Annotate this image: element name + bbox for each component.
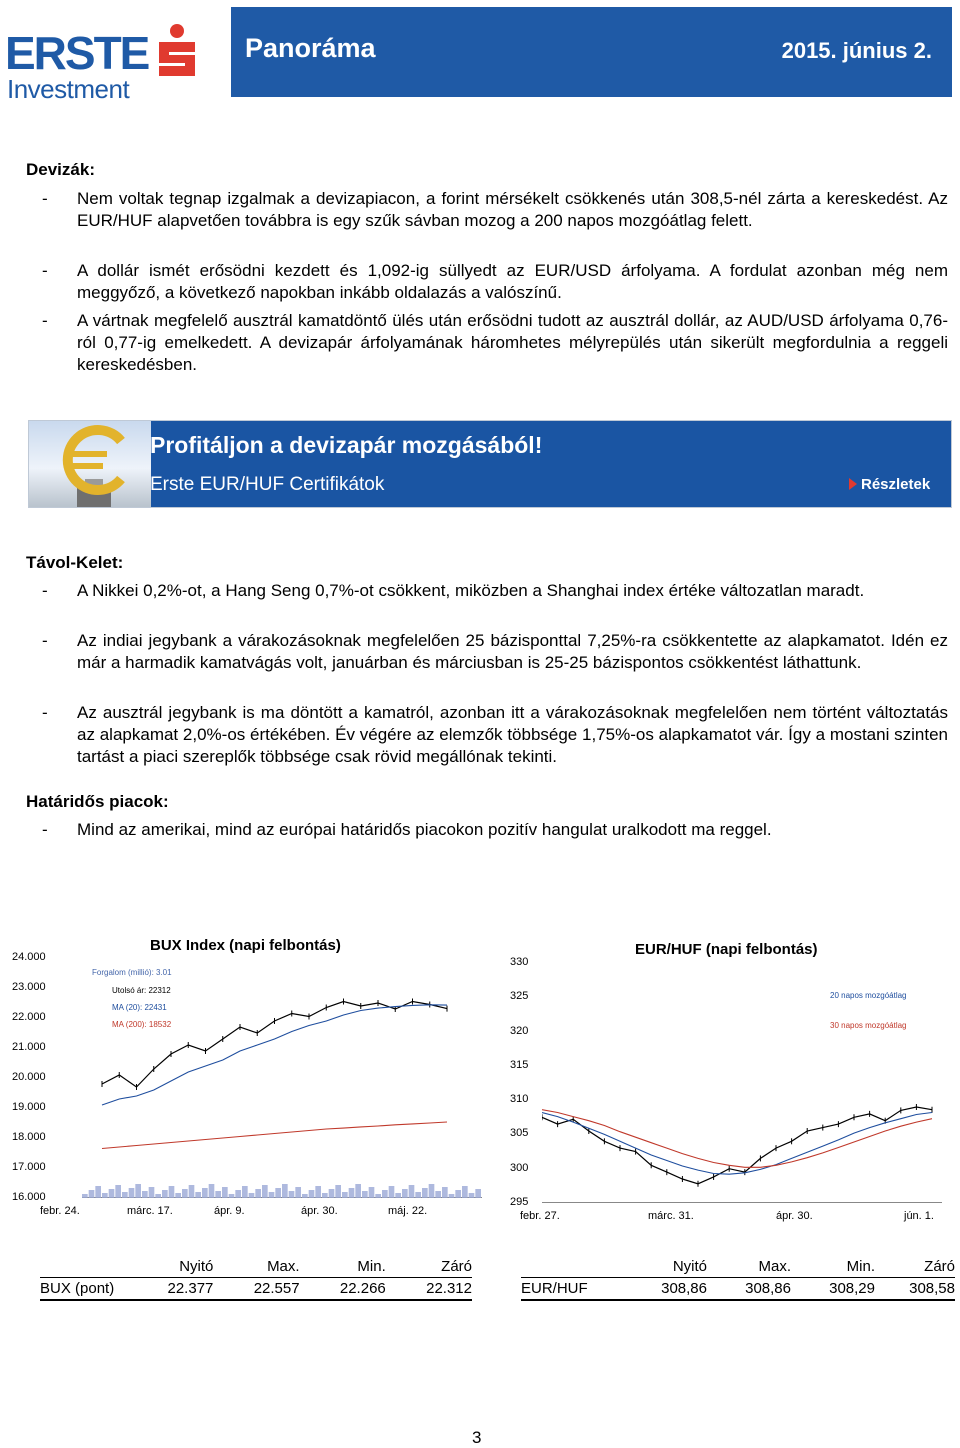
volume-bar <box>249 1193 255 1198</box>
col-header: Nyitó <box>145 1256 213 1278</box>
volume-bar <box>122 1192 128 1198</box>
x-tick-label: ápr. 30. <box>301 1205 338 1217</box>
volume-bar <box>109 1189 115 1198</box>
volume-bar <box>435 1191 441 1198</box>
banner-subtitle: Erste EUR/HUF Certifikátok <box>150 474 385 495</box>
volume-bar <box>269 1192 275 1198</box>
volume-bar <box>375 1194 381 1198</box>
header-bar <box>231 7 952 97</box>
volume-bar <box>149 1187 155 1198</box>
volume-bar <box>369 1187 375 1198</box>
y-tick-label: 330 <box>510 956 529 968</box>
x-tick-label: márc. 17. <box>127 1205 173 1217</box>
cell: 308,29 <box>791 1278 875 1301</box>
volume-bar <box>209 1184 215 1198</box>
bux-legend-ma20: MA (20): 22431 <box>112 1003 167 1012</box>
volume-bar <box>295 1187 301 1198</box>
volume-bar <box>222 1187 228 1198</box>
cell: 22.557 <box>213 1278 299 1301</box>
page-number: 3 <box>472 1428 482 1447</box>
bux-chart-title: BUX Index (napi felbontás) <box>150 937 341 954</box>
volume-bar <box>409 1185 415 1198</box>
volume-bar <box>395 1193 401 1198</box>
volume-bar <box>402 1189 408 1198</box>
volume-bar <box>355 1184 361 1198</box>
volume-bar <box>175 1193 181 1198</box>
logo-subtext: Investment <box>7 74 130 104</box>
y-tick-label: 23.000 <box>12 981 46 993</box>
bux-legend-volume: Forgalom (millió): 3.01 <box>92 968 172 977</box>
volume-bar <box>289 1191 295 1198</box>
volume-bar <box>329 1189 335 1198</box>
eurhuf-legend-ma20: 20 napos mozgóátlag <box>830 991 907 1000</box>
volume-bar <box>215 1191 221 1198</box>
y-tick-label: 18.000 <box>12 1131 46 1143</box>
volume-bar <box>155 1194 161 1198</box>
volume-bar <box>262 1185 268 1198</box>
header-date: 2015. június 2. <box>781 38 932 63</box>
volume-bar <box>242 1186 248 1198</box>
logo-text: ERSTE <box>5 27 149 79</box>
y-tick-label: 325 <box>510 990 529 1003</box>
arrow-right-icon <box>849 478 857 490</box>
x-tick-label: ápr. 9. <box>214 1205 245 1217</box>
section-heading-devizak: Devizák: <box>26 160 95 179</box>
volume-bar <box>475 1189 481 1198</box>
list-item: - Mind az amerikai, mind az európai határidős piacokon pozitív hangulat uralkodott ma reggel. <box>42 820 772 839</box>
eurhuf-chart-title: EUR/HUF (napi felbontás) <box>635 941 818 958</box>
col-header: Min. <box>300 1256 386 1278</box>
col-header: Záró <box>386 1256 472 1278</box>
y-tick-label: 305 <box>510 1127 529 1140</box>
col-header: Max. <box>707 1256 791 1278</box>
erste-logo <box>3 10 203 104</box>
volume-bar <box>282 1184 288 1198</box>
volume-bar <box>309 1190 315 1198</box>
volume-bar <box>389 1186 395 1198</box>
list-item: - A dollár ismét erősödni kezdett és 1,092-ig süllyedt az EUR/USD árfolyama. A fordulat azonban még nem meggyőző, a következő napokban inkább oldalazás a valószínű. <box>42 261 948 302</box>
y-tick-label: 295 <box>510 1196 529 1208</box>
volume-bar <box>429 1184 435 1198</box>
volume-bar <box>315 1186 321 1198</box>
volume-bar <box>95 1186 101 1198</box>
y-tick-label: 20.000 <box>12 1071 46 1083</box>
cell: 22.377 <box>145 1278 213 1301</box>
volume-bar <box>182 1189 188 1198</box>
volume-bar <box>102 1193 108 1198</box>
x-tick-label: jún. 1. <box>904 1210 934 1222</box>
volume-bar <box>275 1188 281 1198</box>
table-row <box>521 1278 955 1301</box>
y-tick-label: 21.000 <box>12 1041 46 1053</box>
series-line <box>102 1002 447 1088</box>
euro-trophy-image <box>29 421 151 507</box>
volume-bar <box>202 1188 208 1198</box>
volume-bar <box>442 1187 448 1198</box>
volume-bar <box>455 1190 461 1198</box>
series-line <box>542 1107 932 1184</box>
banner-title: Profitáljon a devizapár mozgásából! <box>150 432 543 458</box>
y-tick-label: 24.000 <box>12 951 46 963</box>
list-item: - A Nikkei 0,2%-ot, a Hang Seng 0,7%-ot csökkent, miközben a Shanghai index értéke változatlan maradt. <box>42 581 865 600</box>
volume-bar <box>422 1188 428 1198</box>
volume-bar <box>235 1190 241 1198</box>
volume-bar <box>135 1184 141 1198</box>
table-row <box>40 1278 472 1301</box>
y-tick-label: 19.000 <box>12 1101 46 1113</box>
x-tick-label: febr. 24. <box>40 1205 80 1217</box>
y-tick-label: 22.000 <box>12 1011 46 1023</box>
volume-bar <box>302 1194 308 1198</box>
volume-bar <box>82 1194 88 1198</box>
volume-bar <box>362 1191 368 1198</box>
list-item: - A vártnak megfelelő ausztrál kamatdöntő ülés után erősödni tudott az ausztrál dollár, az AUD/USD árfolyama 0,76-ról 0,77-ig emelkedett. A devizapár árfolyamának háromhetes mélyrepülés után sikerült megfordulnia a reggeli kereskedésben. <box>42 311 948 374</box>
cell: 22.312 <box>386 1278 472 1301</box>
volume-bar <box>415 1192 421 1198</box>
volume-bar <box>162 1190 168 1198</box>
col-header: Min. <box>791 1256 875 1278</box>
y-tick-label: 17.000 <box>12 1161 46 1173</box>
bux-legend-ma200: MA (200): 18532 <box>112 1020 172 1029</box>
series-line <box>542 1113 932 1175</box>
section-heading-hataridos: Határidős piacok: <box>26 792 169 811</box>
section-heading-tavolkelet: Távol-Kelet: <box>26 553 124 572</box>
row-label: EUR/HUF <box>521 1278 621 1301</box>
x-tick-label: febr. 27. <box>520 1210 560 1222</box>
volume-bar <box>189 1185 195 1198</box>
y-tick-label: 315 <box>510 1058 529 1071</box>
list-item: - Nem voltak tegnap izgalmak a devizapiacon, a forint mérsékelt csökkenés után 308,5-nél zárta a kereskedést. Az EUR/HUF alapvetően továbbra is egy szűk sávban mozog a 200 napos mozgóátlag felett. <box>42 189 948 230</box>
volume-bar <box>255 1189 261 1198</box>
y-tick-label: 310 <box>510 1093 529 1106</box>
y-tick-label: 300 <box>510 1161 529 1174</box>
cell: 308,86 <box>707 1278 791 1301</box>
volume-bar <box>129 1188 135 1198</box>
x-tick-label: ápr. 30. <box>776 1210 813 1222</box>
x-tick-label: márc. 31. <box>648 1210 694 1222</box>
series-line <box>102 1122 447 1149</box>
eurhuf-legend-ma30: 30 napos mozgóátlag <box>830 1021 907 1030</box>
page-title: Panoráma <box>245 33 376 63</box>
col-header: Záró <box>875 1256 955 1278</box>
col-header: Nyitó <box>621 1256 707 1278</box>
volume-bar <box>169 1186 175 1198</box>
volume-bar <box>469 1193 475 1198</box>
cell: 308,58 <box>875 1278 955 1301</box>
list-item: - Az indiai jegybank a várakozásoknak megfelelően 25 bázisponttal 7,25%-ra csökkentette az alapkamatot. Idén ez már a harmadik kamatvágás volt, januárban és márciusban is 25-25 bázispontos csökkentést láthattunk. <box>42 631 948 672</box>
volume-bar <box>89 1190 95 1198</box>
volume-bar <box>322 1193 328 1198</box>
y-tick-label: 320 <box>510 1024 529 1037</box>
row-label: BUX (pont) <box>40 1278 145 1301</box>
promo-banner[interactable] <box>28 420 952 508</box>
bux-quote-table <box>40 1256 472 1301</box>
volume-bar <box>195 1192 201 1198</box>
details-link[interactable]: Részletek <box>849 476 930 493</box>
volume-bar <box>342 1192 348 1198</box>
cell: 22.266 <box>300 1278 386 1301</box>
volume-bar <box>115 1185 121 1198</box>
volume-bar <box>349 1188 355 1198</box>
sparkasse-s-icon <box>155 24 199 80</box>
y-tick-label: 16.000 <box>12 1191 46 1203</box>
cell: 308,86 <box>621 1278 707 1301</box>
volume-bar <box>449 1194 455 1198</box>
volume-bar <box>382 1190 388 1198</box>
eurhuf-quote-table <box>521 1256 955 1301</box>
volume-bar <box>142 1191 148 1198</box>
bux-legend-last: Utolsó ár: 22312 <box>112 986 171 995</box>
volume-bar <box>229 1194 235 1198</box>
volume-bar <box>462 1186 468 1198</box>
list-item: - Az ausztrál jegybank is ma döntött a kamatról, azonban itt a várakozásoknak megfelelően nem történt változtatás az alapkamat 2,0%-os értékében. Év végére az elemzők többsége 1,75%-os alapkamatot vár. Így a mostani szinten tartást a piaci szereplők többsége csak rövid megállónak tekinti. <box>42 703 948 766</box>
x-tick-label: máj. 22. <box>388 1205 428 1217</box>
volume-bar <box>335 1185 341 1198</box>
col-header: Max. <box>213 1256 299 1278</box>
